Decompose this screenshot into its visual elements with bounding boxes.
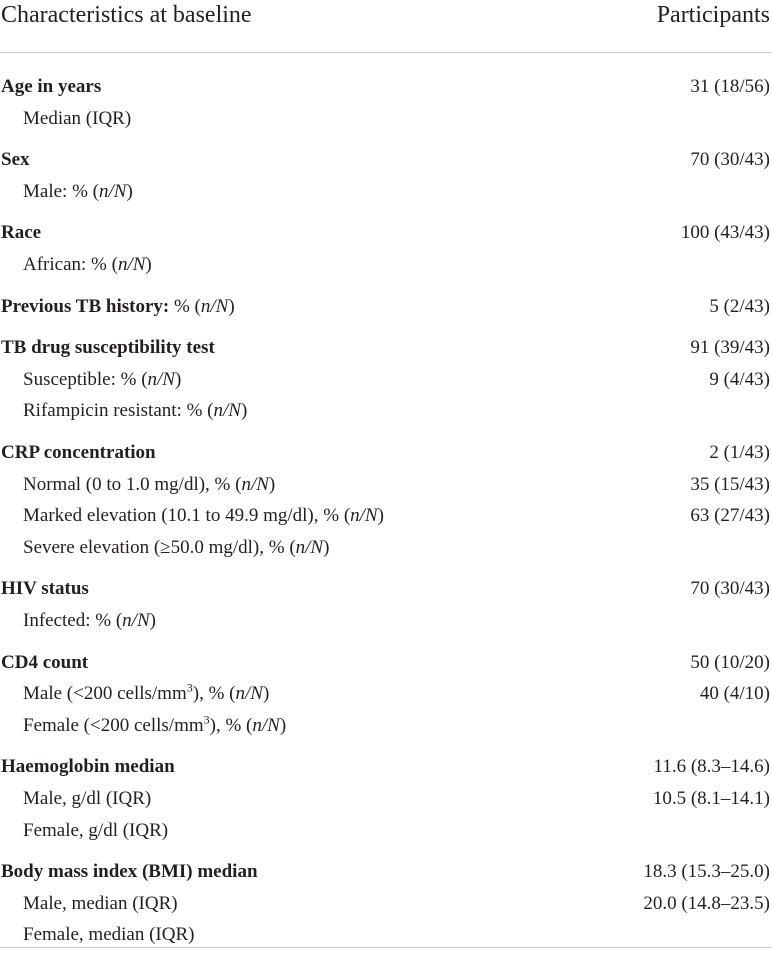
table-bottom-rule [0,947,772,948]
table-row-group [0,574,772,604]
row-label-italic: n/N [98,180,127,202]
row-label-text: Male: % ( [23,180,99,202]
group-title-text: Age in years [1,76,102,97]
group-title-text: Race [1,222,42,244]
group-title [1,857,258,887]
row-label-close: ) [240,400,248,422]
table-row-group [0,145,772,175]
table-row-group [0,218,772,248]
group-title [1,218,41,248]
table-row [0,104,772,134]
row-label-text: African: % ( [23,254,118,275]
table-row-group [0,648,772,678]
row-label-text: Female, median (IQR) [23,924,195,946]
row-label-text: Male, g/dl (IQR) [23,788,152,809]
row-label-italic: n/N [350,505,378,527]
row-label-italic: n/N [122,610,150,631]
row-label [23,784,151,814]
table-row [0,533,772,563]
row-label [23,606,156,636]
row-value: 35 (15/43) [690,473,770,495]
row-label-text: Male (<200 cells/mm [23,683,187,705]
row-label-close: ) [126,180,133,202]
group-title-text: Body mass index (BMI) median [1,861,258,883]
group-title-text: HIV status [1,578,89,600]
row-label-text: Marked elevation (10.1 to 49.9 mg/dl), % ( [23,505,351,527]
group-title [1,333,215,363]
row-label-italic: n/N [117,254,146,275]
table-header [0,0,772,53]
header-participants: Participants [656,2,770,28]
row-label-close: ) [279,714,287,736]
row-label-text: Normal (0 to 1.0 mg/dl), % ( [23,473,242,495]
header-characteristics: Characteristics at baseline [1,2,252,28]
table-row [0,177,772,207]
group-title [1,438,156,468]
row-value: 40 (4/10) [699,683,770,705]
group-value: 11.6 (8.3–14.6) [653,756,770,778]
group-value: 91 (39/43) [690,337,770,359]
row-label-close: ) [262,683,270,705]
row-value: 9 (4/43) [709,368,770,390]
table-row [0,250,772,280]
row-label-text: Median (IQR) [23,107,132,129]
group-value: 70 (30/43) [690,149,770,171]
table-row [0,606,772,636]
row-label [23,711,286,741]
table-row [0,784,772,814]
table-row-group [0,333,772,363]
row-label-close: ) [323,536,330,558]
table-row [0,816,772,846]
table-row [0,501,772,531]
superscript: 3 [203,712,210,727]
group-value: 2 (1/43) [709,442,770,463]
group-title [1,292,235,322]
row-label-italic: n/N [213,400,241,422]
table-row-group [0,857,772,887]
row-label-close: ) [174,368,182,390]
row-label-text: Female, g/dl (IQR) [23,819,169,841]
row-label-italic: n/N [295,536,324,558]
group-title-text: Sex [1,149,30,171]
row-label [23,679,269,709]
row-label-text: Infected: % ( [23,610,123,631]
superscript: 3 [186,680,193,695]
table-row [0,396,772,426]
table-row-group [0,292,772,322]
group-value: 100 (43/43) [680,222,770,244]
row-value: 63 (27/43) [690,505,770,527]
row-label-text: ), % ( [209,714,253,736]
row-label-text: Male, median (IQR) [23,892,178,914]
group-title-italic: n/N [200,295,229,317]
row-label [23,501,384,531]
row-label [23,470,275,500]
group-title [1,72,101,102]
table-row [0,365,772,395]
table-row-group [0,752,772,782]
group-value: 5 (2/43) [709,295,770,317]
row-value: 10.5 (8.1–14.1) [652,788,770,809]
row-label-text: ), % ( [192,683,236,705]
group-title-close: ) [228,295,235,317]
group-title-text: TB drug susceptibility test [1,337,215,359]
group-title-suffix: % ( [169,295,201,317]
row-label-italic: n/N [241,473,269,495]
group-value: 31 (18/56) [690,76,770,97]
row-label-close: ) [377,505,384,527]
row-label-close: ) [145,254,152,275]
row-label [23,177,133,207]
row-label [23,533,329,563]
group-title [1,574,89,604]
table-row [0,889,772,919]
row-label-close: ) [268,473,276,495]
group-title [1,752,175,782]
group-title [1,648,88,678]
row-label [23,396,247,426]
row-label [23,816,168,846]
group-value: 50 (10/20) [690,651,770,673]
row-label-italic: n/N [252,714,280,736]
table-row [0,470,772,500]
row-value: 20.0 (14.8–23.5) [643,892,770,914]
row-label-text: Female (<200 cells/mm [23,714,204,736]
row-label-italic: n/N [147,368,175,390]
table-row [0,679,772,709]
table-row-group [0,72,772,102]
table-row [0,920,772,950]
group-title-text: CD4 count [1,651,89,673]
table-row-group [0,438,772,468]
group-value: 70 (30/43) [690,578,770,600]
table-row [0,711,772,741]
row-label [23,920,194,950]
row-label [23,889,178,919]
group-value: 18.3 (15.3–25.0) [643,861,770,883]
row-label [23,250,152,280]
row-label [23,365,181,395]
group-title [1,145,30,175]
row-label-text: Severe elevation (≥50.0 mg/dl), % ( [23,536,296,558]
group-title-text: Previous TB history: [1,295,170,317]
row-label-close: ) [149,610,156,631]
row-label-text: Rifampicin resistant: % ( [23,400,214,422]
row-label-text: Susceptible: % ( [23,368,148,390]
row-label-italic: n/N [235,683,263,705]
row-label [23,104,131,134]
group-title-text: Haemoglobin median [1,756,175,778]
group-title-text: CRP concentration [1,442,156,463]
